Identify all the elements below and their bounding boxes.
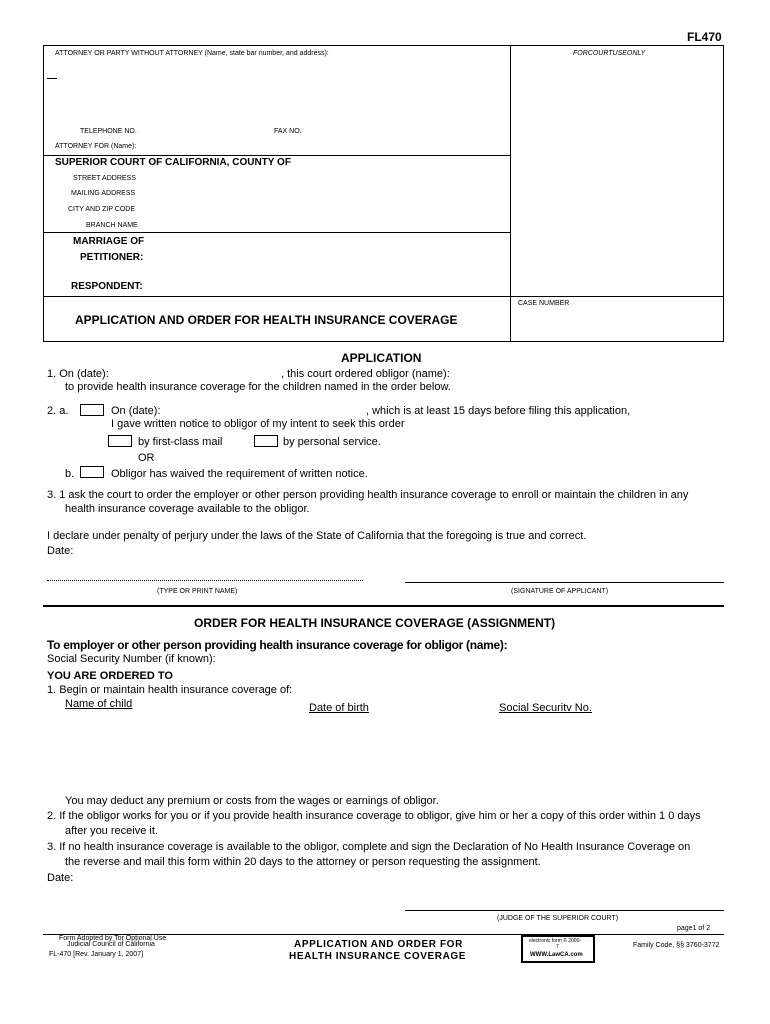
lawca-url[interactable]: WWW.LawCA.com [530, 952, 583, 958]
footer-title-1: APPLICATION AND ORDER FOR [294, 939, 463, 950]
case-number-label: CASE NUMBER [518, 300, 570, 307]
order-item3: 3. If no health insurance coverage is available to the obligor, complete and sign the Declaration of No Health Insurance Coverage on [47, 841, 691, 853]
order-date-label: Date: [47, 872, 74, 884]
item2a-checkbox[interactable] [80, 404, 104, 416]
adopted-line-1: Form Adopted by Tor Optional Use [59, 935, 167, 942]
order-heading: ORDER FOR HEALTH INSURANCE COVERAGE (ASSIGNMENT) [194, 616, 556, 630]
item2a-number: 2. a. [47, 405, 69, 417]
deduct-text: You may deduct any premium or costs from the wages or earnings of obligor. [65, 795, 439, 807]
col-name-of-child: Name of child [65, 698, 133, 710]
footer-title-2: HEALTH INSURANCE COVERAGE [289, 951, 467, 962]
signature-applicant-label: (SIGNATURE OF APPLICANT) [511, 588, 609, 595]
first-class-label: by first-class mail [138, 436, 223, 448]
attorney-for-label: ATTORNEY FOR (Name): [55, 143, 137, 150]
declaration-text: I declare under penalty of perjury under the laws of the State of California that the foregoing is true and correct. [47, 530, 587, 542]
mailing-address-label: MAILING ADDRESS [71, 190, 136, 197]
item2b-checkbox[interactable] [80, 466, 104, 478]
order-item3-b: the reverse and mail this form within 20 days to the attorney or person requesting the assignment. [65, 856, 541, 868]
item2a-date-label: On (date): [111, 405, 161, 417]
ssn-label: Social Security Number (if known): [47, 653, 216, 665]
section-divider [43, 605, 724, 607]
order-item2-b: after you receive it. [65, 825, 158, 837]
telephone-label: TELEPHONE NO. [80, 128, 137, 135]
judge-label: (JUDGE OF THE SUPERIOR COURT) [497, 915, 619, 922]
lawca-line-2: 7 [556, 944, 559, 950]
signature-line[interactable] [405, 582, 724, 583]
application-date-label: Date: [47, 545, 74, 557]
item1-date-label: 1. On (date): [47, 368, 109, 380]
fax-label: FAX NO. [274, 128, 302, 135]
form-number: FL-470 [Rev. January 1, 2007] [49, 951, 144, 958]
item1-obligor-label: , this court ordered obligor (name): [281, 368, 450, 380]
court-use-label: FORCOURTUSEONLY [573, 50, 646, 57]
col-social-security: Social Securitv No. [499, 702, 592, 714]
item2b-text: Obligor has waived the requirement of written notice. [111, 468, 368, 480]
item2a-text: , which is at least 15 days before filing this application, [366, 405, 631, 417]
ordered-label: YOU ARE ORDERED TO [47, 670, 173, 682]
city-zip-label: CITY AND ZIP CODE [68, 206, 136, 213]
attorney-label: ATTORNEY OR PARTY WITHOUT ATTORNEY (Name, state bar number, and address): [55, 50, 329, 57]
marriage-of-label: MARRIAGE OF [73, 236, 145, 247]
item2b-number: b. [65, 468, 75, 480]
item3-text-2: health insurance coverage available to the obligor. [65, 503, 310, 515]
personal-service-label: by personal service. [283, 436, 381, 448]
to-employer-label: To employer or other person providing health insurance coverage for obligor (name): [47, 638, 508, 652]
adopted-line-2: Judicial Council of California [67, 941, 155, 948]
page-number: page1 of 2 [677, 925, 711, 932]
family-code: Family Code, §§ 3760-3772 [633, 942, 720, 949]
form-title: APPLICATION AND ORDER FOR HEALTH INSURANCE COVERAGE [75, 313, 458, 327]
street-address-label: STREET ADDRESS [73, 175, 136, 182]
or-label: OR [138, 452, 155, 464]
item1-text: to provide health insurance coverage for the children named in the order below. [65, 381, 451, 393]
court-use-divider [510, 45, 511, 342]
personal-service-checkbox[interactable] [254, 435, 278, 447]
item2a-text-2: I gave written notice to obligor of my intent to seek this order [111, 418, 405, 430]
petitioner-label: PETITIONER: [80, 252, 144, 263]
respondent-label: RESPONDENT: [71, 281, 143, 292]
branch-name-label: BRANCH NAME [86, 222, 138, 229]
type-print-name-label: (TYPE OR PRINT NAME) [157, 588, 238, 595]
caption-box [43, 45, 724, 342]
name-line[interactable] [47, 580, 363, 581]
order-item1: 1. Begin or maintain health insurance coverage of: [47, 684, 293, 696]
item3-text: 3. 1 ask the court to order the employer or other person providing health insurance coverage to enroll or maintain the children in any [47, 489, 689, 501]
lawca-line-1: electronic form © 2000- [529, 938, 582, 944]
application-heading: APPLICATION [341, 351, 422, 365]
col-date-of-birth: Date of birth [309, 702, 369, 714]
first-class-checkbox[interactable] [108, 435, 132, 447]
order-item2: 2. If the obligor works for you or if you provide health insurance coverage to obligor, give him or her a copy of this order within 1 0 days [47, 810, 701, 822]
form-id: FL470 [687, 30, 722, 44]
court-title: SUPERIOR COURT OF CALIFORNIA, COUNTY OF [55, 157, 291, 168]
judge-signature-line[interactable] [405, 910, 724, 911]
